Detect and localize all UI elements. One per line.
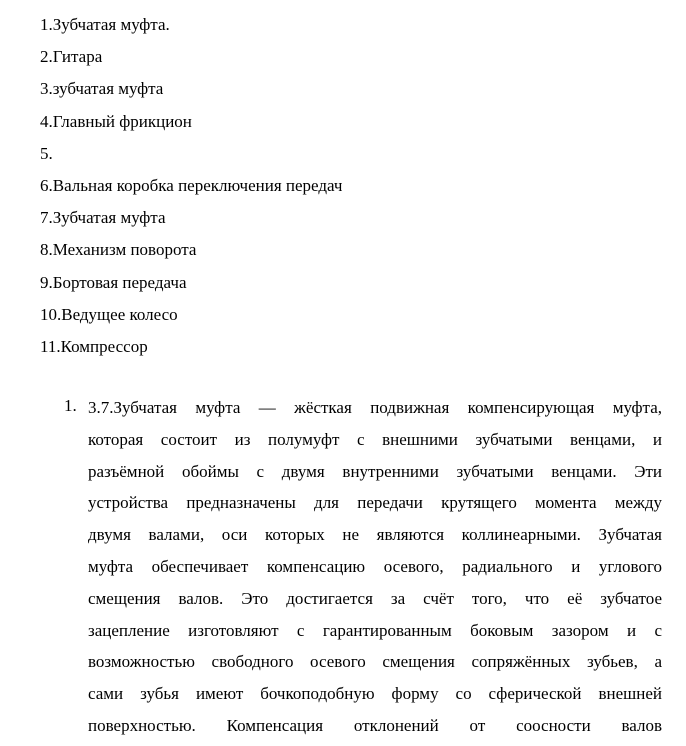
list-item: 3.зубчатая муфта	[40, 79, 164, 99]
paragraph-line: разъёмной обоймы с двумя внутренними зубчатыми венцами. Эти	[88, 461, 662, 481]
paragraph-line: муфта обеспечивает компенсацию осевого, радиального и углового	[88, 556, 662, 576]
list-item: 7.Зубчатая муфта	[40, 208, 166, 228]
paragraph-line: которая состоит из полумуфт с внешними зубчатыми венцами, и	[88, 429, 662, 449]
list-item: 2.Гитара	[40, 47, 103, 67]
list-item: 9.Бортовая передача	[40, 272, 187, 292]
paragraph-line: смещения валов. Это достигается за счёт того, что её зубчатое	[88, 588, 662, 608]
paragraph-line: устройства предназначены для передачи крутящего момента между	[88, 493, 662, 513]
paragraph-line: зацепление изготовляют с гарантированным боковым зазором и с	[88, 620, 662, 640]
paragraph-line: 3.7.Зубчатая муфта — жёсткая подвижная компенсирующая муфта,	[88, 398, 662, 417]
list-item: 1.Зубчатая муфта.	[40, 15, 170, 34]
list-number: 1.	[64, 396, 77, 415]
list-item: 11.Компрессор	[40, 336, 148, 356]
list-item: 10.Ведущее колесо	[40, 304, 178, 324]
list-item: 4.Главный фрикцион	[40, 111, 192, 131]
parts-list	[40, 13, 342, 367]
paragraph-line: поверхностью. Компенсация отклонений от соосности валов	[88, 715, 662, 735]
paragraph-line: сами зубья имеют бочкоподобную форму со сферической внешней	[88, 684, 662, 704]
paragraph-line: двумя валами, оси которых не являются коллинеарными. Зубчатая	[88, 525, 662, 545]
list-item: 6.Вальная коробка переключения передач	[40, 175, 343, 195]
paragraph-line: возможностью свободного осевого смещения сопряжённых зубьев, а	[88, 652, 662, 672]
numbered-paragraph	[64, 396, 662, 746]
list-item: 5.	[40, 143, 53, 163]
list-item: 8.Механизм поворота	[40, 240, 197, 260]
